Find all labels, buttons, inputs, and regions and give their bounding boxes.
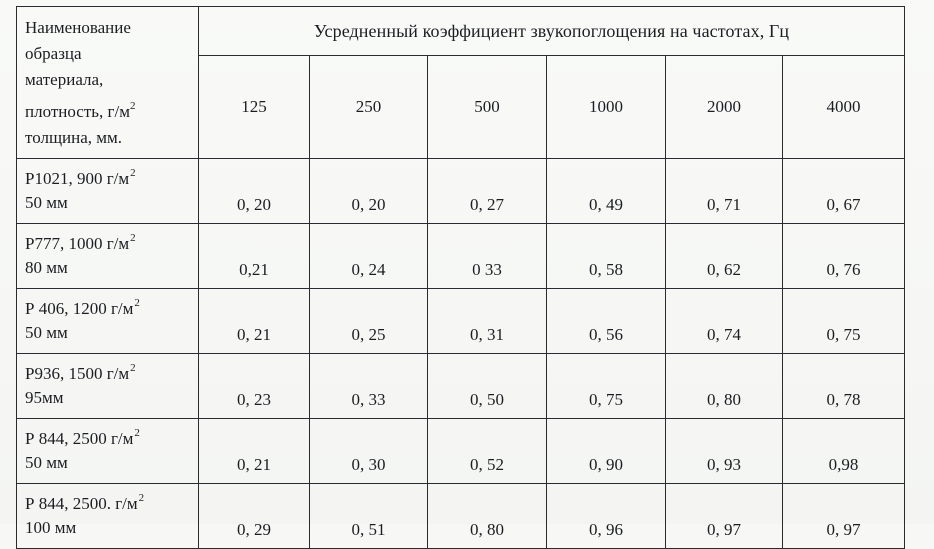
material-name: Р 844, 2500 г/м (25, 429, 134, 448)
material-line (25, 421, 194, 451)
frequency-header: 250 (310, 56, 428, 159)
absorption-table (16, 6, 905, 549)
frequency-header: 2000 (666, 56, 783, 159)
material-cell (17, 484, 199, 549)
material-line (25, 291, 194, 321)
coefficient-cell: 0, 78 (783, 354, 905, 419)
coefficient-cell: 0, 80 (666, 354, 783, 419)
coefficient-cell: 0, 75 (783, 289, 905, 354)
header-line: Наименование (25, 18, 131, 37)
material-line (25, 226, 194, 256)
coefficient-cell: 0, 56 (547, 289, 666, 354)
coefficient-cell: 0, 51 (310, 484, 428, 549)
coefficient-cell: 0, 20 (310, 159, 428, 224)
coefficient-cell: 0, 50 (428, 354, 547, 419)
superscript: 2 (130, 362, 136, 374)
coefficient-cell: 0, 21 (199, 419, 310, 484)
coefficient-cell: 0, 75 (547, 354, 666, 419)
coefficient-cell: 0, 27 (428, 159, 547, 224)
material-cell (17, 289, 199, 354)
header-line: материала, (25, 70, 104, 89)
table-row (17, 419, 905, 484)
coefficient-cell: 0, 21 (199, 289, 310, 354)
material-name: Р936, 1500 г/м (25, 364, 130, 383)
superscript: 2 (130, 167, 136, 179)
coefficient-cell: 0, 97 (783, 484, 905, 549)
material-cell (17, 354, 199, 419)
coefficient-cell: 0, 24 (310, 224, 428, 289)
material-thickness: 50 мм (25, 453, 68, 472)
coefficient-cell: 0, 74 (666, 289, 783, 354)
coefficient-cell: 0, 93 (666, 419, 783, 484)
material-cell (17, 224, 199, 289)
frequency-header: 1000 (547, 56, 666, 159)
header-line: образца (25, 44, 82, 63)
coefficient-cell: 0 33 (428, 224, 547, 289)
superscript: 2 (138, 492, 145, 504)
coefficient-cell: 0, 23 (199, 354, 310, 419)
material-name: Р1021, 900 г/м (25, 169, 130, 188)
header-line-text: плотность, г/м (25, 102, 130, 121)
coefficient-cell: 0, 76 (783, 224, 905, 289)
coefficient-cell: 0, 96 (547, 484, 666, 549)
material-cell (17, 419, 199, 484)
coefficient-cell: 0, 90 (547, 419, 666, 484)
table-row (17, 484, 905, 549)
header-line (25, 93, 192, 125)
material-thickness: 80 мм (25, 258, 68, 277)
frequency-header: 500 (428, 56, 547, 159)
material-name: Р 844, 2500. г/м (25, 494, 138, 513)
coefficient-cell: 0, 25 (310, 289, 428, 354)
material-thickness: 50 мм (25, 323, 68, 342)
superscript: 2 (134, 427, 140, 439)
frequency-group-header: Усредненный коэффициент звукопоглощения на частотах, Гц (199, 7, 905, 56)
frequency-header: 4000 (783, 56, 905, 159)
coefficient-cell: 0, 71 (666, 159, 783, 224)
material-thickness: 50 мм (25, 193, 68, 212)
coefficient-cell: 0, 20 (199, 159, 310, 224)
coefficient-cell: 0, 31 (428, 289, 547, 354)
coefficient-cell: 0, 30 (310, 419, 428, 484)
material-line (25, 161, 194, 191)
coefficient-cell: 0, 58 (547, 224, 666, 289)
coefficient-cell: 0, 29 (199, 484, 310, 549)
superscript: 2 (130, 232, 136, 244)
coefficient-cell: 0, 97 (666, 484, 783, 549)
material-cell (17, 159, 199, 224)
coefficient-cell: 0, 52 (428, 419, 547, 484)
material-line (25, 356, 194, 386)
coefficient-cell: 0,98 (783, 419, 905, 484)
material-line (25, 486, 194, 516)
coefficient-cell: 0, 80 (428, 484, 547, 549)
material-thickness: 95мм (25, 388, 64, 407)
material-thickness: 100 мм (25, 518, 77, 537)
material-name-header (17, 7, 199, 159)
coefficient-cell: 0,21 (199, 224, 310, 289)
coefficient-cell: 0, 49 (547, 159, 666, 224)
coefficient-cell: 0, 62 (666, 224, 783, 289)
coefficient-cell: 0, 67 (783, 159, 905, 224)
header-line: толщина, мм. (25, 128, 123, 147)
header-row-top (17, 7, 905, 56)
material-name: Р 406, 1200 г/м (25, 299, 134, 318)
table-row (17, 224, 905, 289)
table-row (17, 354, 905, 419)
material-name: Р777, 1000 г/м (25, 234, 130, 253)
table-row (17, 289, 905, 354)
superscript: 2 (134, 297, 140, 309)
table-row (17, 159, 905, 224)
frequency-header: 125 (199, 56, 310, 159)
superscript: 2 (130, 100, 136, 112)
coefficient-cell: 0, 33 (310, 354, 428, 419)
